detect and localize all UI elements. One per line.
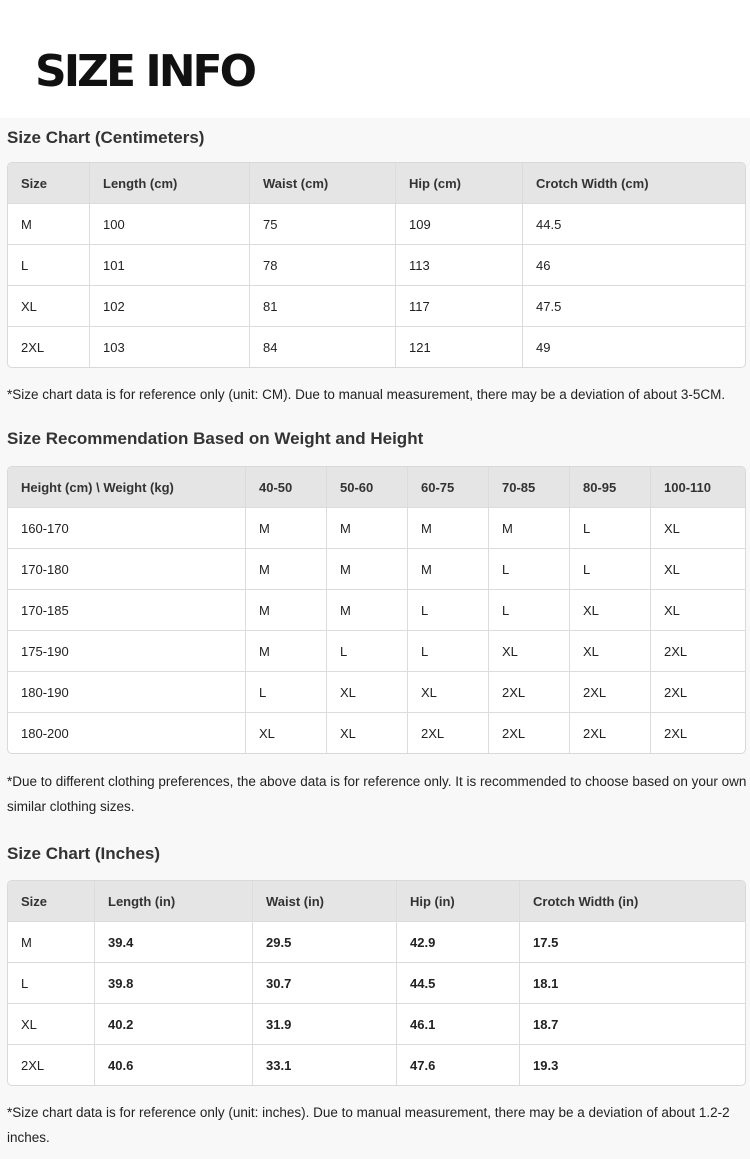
table-cell: M [246,549,327,590]
column-header: 80-95 [570,467,651,508]
table-cell: L [489,549,570,590]
table-cell: 175-190 [8,631,246,672]
table-cell: M [327,549,408,590]
table-cell: 2XL [651,672,745,713]
column-header: 40-50 [246,467,327,508]
table-cell: L [408,590,489,631]
column-header: 60-75 [408,467,489,508]
table-cell: 39.4 [95,922,253,963]
table-cell: 117 [396,286,523,327]
column-header: Hip (in) [397,881,520,922]
table-cell: M [327,590,408,631]
column-header: Crotch Width (cm) [523,163,745,204]
table-cell: 121 [396,327,523,367]
inch-chart-note: *Size chart data is for reference only (unit: inches). Due to manual measurement, there may be a deviation of about 1.2-2 inches. [7,1105,730,1145]
table-row [8,245,745,286]
table-cell: 18.1 [520,963,745,1004]
table-row [8,672,745,713]
table-cell: L [246,672,327,713]
table-cell: 2XL [570,713,651,753]
table-cell: 31.9 [253,1004,397,1045]
table-cell: 33.1 [253,1045,397,1085]
table-cell: 17.5 [520,922,745,963]
table-cell: 78 [250,245,396,286]
table-cell: XL [246,713,327,753]
table-cell: M [246,590,327,631]
recommendation-table [7,466,746,754]
table-cell: 40.2 [95,1004,253,1045]
table-row [8,327,745,367]
table-cell: M [327,508,408,549]
table-cell: 44.5 [397,963,520,1004]
table-cell: 103 [90,327,250,367]
table-cell: 19.3 [533,1057,559,1073]
table-cell: XL [570,590,651,631]
table-cell: L [408,631,489,672]
column-header: Size [8,881,95,922]
table-cell: 2XL [8,327,90,367]
table-cell: 170-185 [8,590,246,631]
table-row [8,922,745,963]
column-header: Waist (cm) [250,163,396,204]
table-cell: M [489,508,570,549]
table-cell: 2XL [664,725,688,741]
table-row [8,963,745,1004]
recommendation-title: Size Recommendation Based on Weight and Height [7,429,424,448]
column-header: Height (cm) \ Weight (kg) [8,467,246,508]
column-header: Length (in) [95,881,253,922]
table-header-row [8,881,745,922]
page-title: SIZE INFO [35,46,254,97]
table-cell: 47.5 [523,286,745,327]
cm-chart-note: *Size chart data is for reference only (unit: CM). Due to manual measurement, there may be a deviation of about 3-5CM. [7,387,726,402]
table-cell: 47.6 [397,1045,520,1085]
table-cell: 113 [396,245,523,286]
table-cell: XL [570,631,651,672]
content-area [0,118,750,1159]
table-row [8,631,745,672]
table-cell: XL [408,672,489,713]
table-cell: XL [651,508,745,549]
table-cell: XL [327,713,408,753]
table-header-row [8,163,745,204]
table-cell: L [489,590,570,631]
column-header: 50-60 [327,467,408,508]
cm-chart-title: Size Chart (Centimeters) [7,128,205,147]
table-row [8,204,745,245]
table-cell: 29.5 [253,922,397,963]
table-cell: 40.6 [95,1045,253,1085]
table-cell: 170-180 [8,549,246,590]
table-cell: 46.1 [397,1004,520,1045]
table-cell: L [570,549,651,590]
table-row [8,549,745,590]
table-cell: L [8,963,95,1004]
table-cell: 49 [536,339,551,355]
inch-chart-title: Size Chart (Inches) [7,844,161,863]
table-cell: 109 [396,204,523,245]
table-cell: 42.9 [397,922,520,963]
column-header: 70-85 [489,467,570,508]
table-cell: 18.7 [520,1004,745,1045]
table-cell: M [8,922,95,963]
inch-size-table [7,880,746,1086]
table-cell: 101 [90,245,250,286]
table-cell: M [8,204,90,245]
table-cell: M [246,631,327,672]
table-cell: XL [327,672,408,713]
table-cell: M [408,549,489,590]
table-row [8,1045,745,1085]
table-cell: 2XL [570,672,651,713]
table-cell: M [408,508,489,549]
table-cell: 30.7 [253,963,397,1004]
column-header: Hip (cm) [396,163,523,204]
table-cell: XL [651,549,745,590]
column-header: Crotch Width (in) [520,881,745,922]
table-cell: L [8,245,90,286]
table-row [8,713,745,753]
table-cell: 46 [523,245,745,286]
table-cell: 100 [90,204,250,245]
table-cell: L [570,508,651,549]
table-cell: 2XL [489,713,570,753]
table-cell: XL [489,631,570,672]
table-row [8,508,745,549]
table-cell: 2XL [489,672,570,713]
table-row [8,590,745,631]
table-cell: M [246,508,327,549]
column-header: Waist (in) [253,881,397,922]
column-header: 100-110 [651,467,745,508]
table-row [8,286,745,327]
table-cell: 180-190 [8,672,246,713]
table-cell: 160-170 [8,508,246,549]
recommendation-note: *Due to different clothing preferences, the above data is for reference only. It is recommended to choose based on your own similar clothing sizes. [7,774,747,814]
table-cell: 180-200 [8,713,246,753]
table-cell: 2XL [8,1045,95,1085]
column-header: Length (cm) [90,163,250,204]
table-cell: L [327,631,408,672]
table-cell: 81 [250,286,396,327]
table-row [8,1004,745,1045]
table-cell: XL [8,1004,95,1045]
table-header-row [8,467,745,508]
table-cell: 102 [90,286,250,327]
table-cell: 39.8 [95,963,253,1004]
table-cell: 2XL [408,713,489,753]
table-cell: 75 [250,204,396,245]
table-cell: 84 [250,327,396,367]
page-header [0,0,750,118]
column-header: Size [8,163,90,204]
cm-size-table [7,162,746,368]
table-cell: XL [8,286,90,327]
table-cell: XL [651,590,745,631]
table-cell: 44.5 [523,204,745,245]
table-cell: 2XL [651,631,745,672]
